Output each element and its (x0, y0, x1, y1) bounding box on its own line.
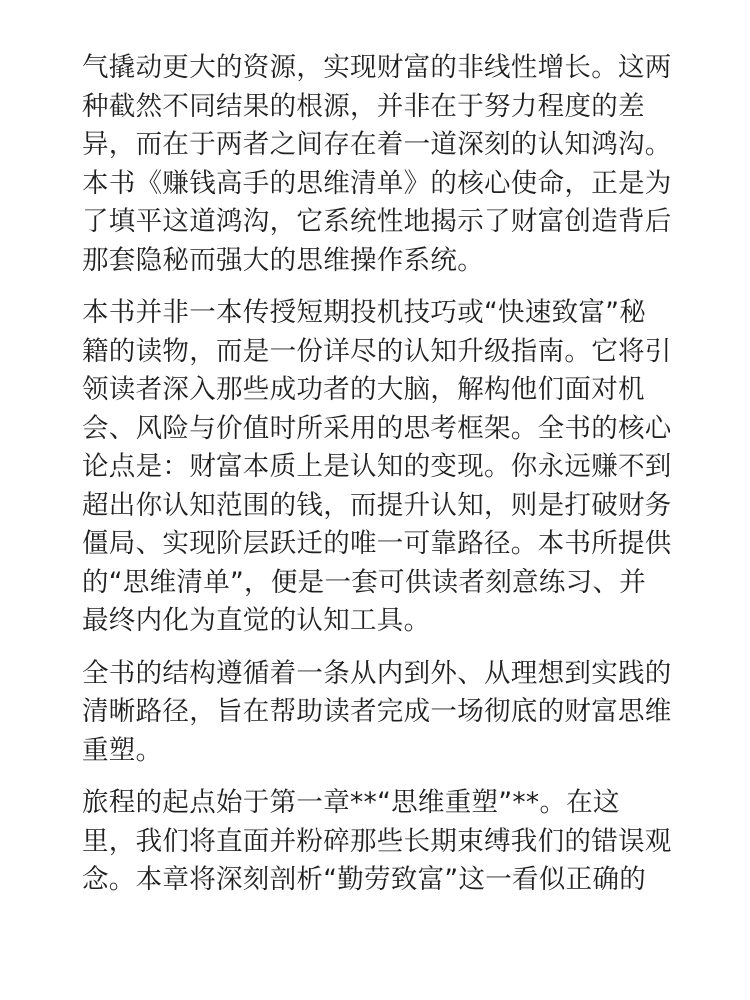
text-line: 念。本章将深刻剖析“勤劳致富”这一看似正确的 (82, 864, 647, 895)
text-line: 了填平这道鸿沟，它系统性地揭示了财富创造背后 (82, 206, 672, 237)
text-line: 本书《赚钱高手的思维清单》的核心使命，正是为 (82, 167, 672, 199)
paragraph (82, 294, 682, 641)
text-line: 籍的读物，而是一份详尽的认知升级指南。它将引 (82, 335, 672, 367)
text-line: 本书并非一本传授短期投机技巧或“快速致富”秘 (82, 297, 647, 328)
text-line: 气撬动更大的资源，实现财富的非线性增长。这两 (82, 52, 672, 83)
text-line: 全书的结构遵循着一条从内到外、从理想到实践的 (82, 657, 672, 689)
text-line: 种截然不同结果的根源，并非在于努力程度的差 (82, 90, 645, 122)
text-line: 论点是：财富本质上是认知的变现。你永远赚不到 (82, 451, 672, 482)
text-line: 僵局、实现阶层跃迁的唯一可靠路径。本书所提供 (82, 528, 672, 559)
text-line: 超出你认知范围的钱，而提升认知，则是打破财务 (82, 489, 672, 521)
paragraph (82, 655, 682, 771)
text-line: 异，而在于两者之间存在着一道深刻的认知鸿沟。 (82, 129, 672, 160)
text-line: 里，我们将直面并粉碎那些长期束缚我们的错误观 (82, 825, 672, 857)
paragraph (82, 784, 682, 900)
text-line: 那套隐秘而强大的思维操作系统。 (82, 244, 484, 276)
text-line: 领读者深入那些成功者的大脑，解构他们面对机 (82, 374, 645, 405)
paragraph (82, 49, 682, 280)
text-line: 旅程的起点始于第一章**“思维重塑”**。在这 (82, 787, 620, 818)
text-line: 清晰路径，旨在帮助读者完成一场彻底的财富思维 (82, 696, 672, 727)
text-line: 的“思维清单”，便是一套可供读者刻意练习、并 (82, 566, 647, 598)
text-line: 重塑。 (82, 734, 163, 766)
document-body (82, 49, 682, 914)
text-line: 会、风险与价值时所采用的思考框架。全书的核心 (82, 412, 672, 444)
text-line: 最终内化为直觉的认知工具。 (82, 605, 431, 636)
